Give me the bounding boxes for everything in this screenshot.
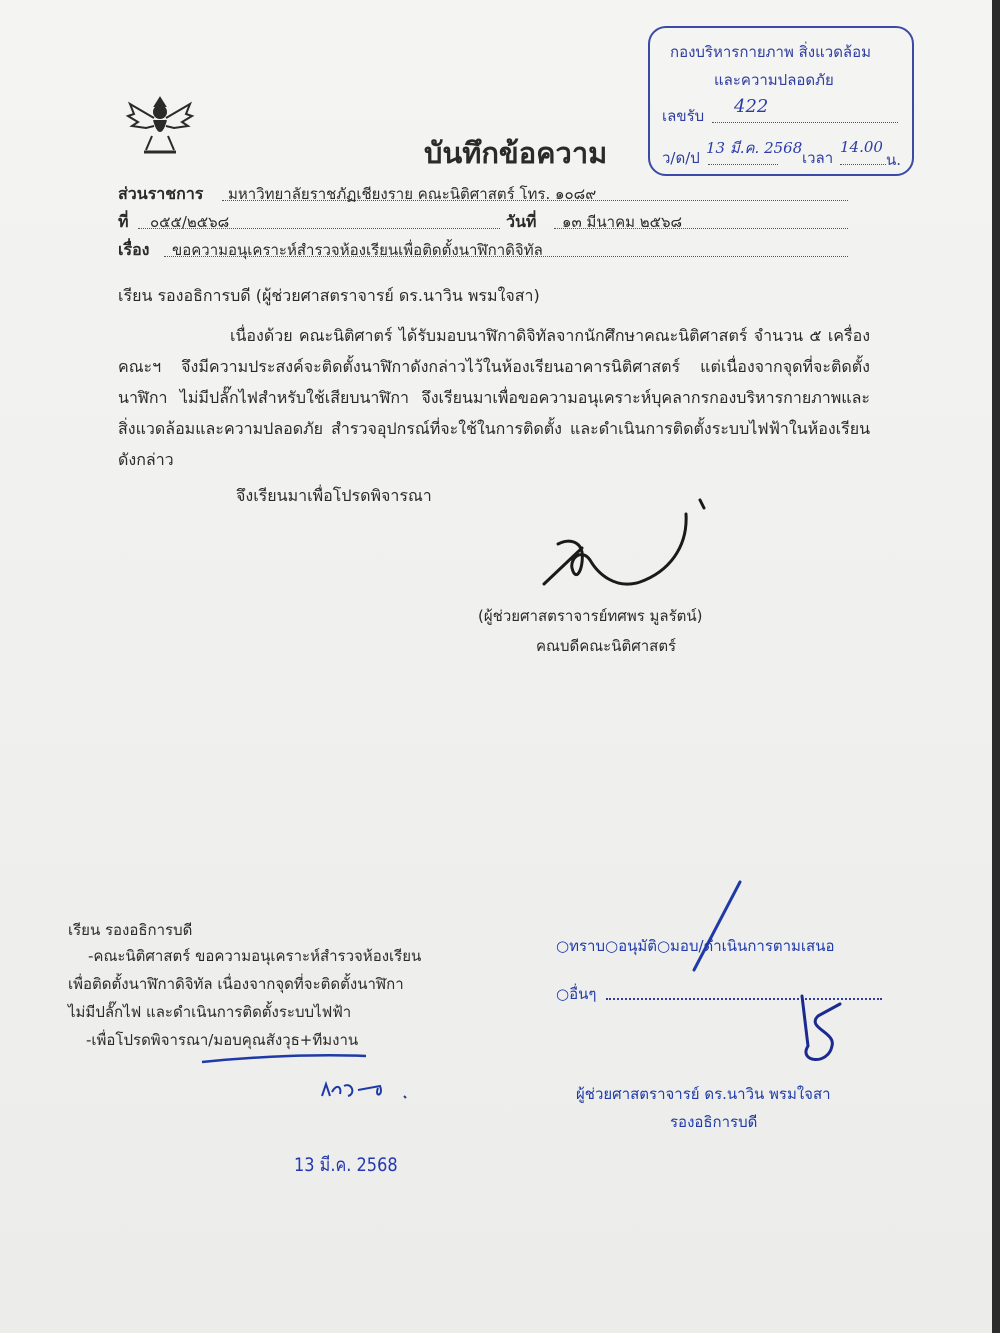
signer-position: คณบดีคณะนิติศาสตร์ (536, 637, 677, 655)
receipt-number: 422 (734, 96, 769, 117)
body-paragraph-text: เนื่องด้วย คณะนิติศาตร์ ได้รับมอบนาฬิกาดิจิทัลจากนักศึกษาคณะนิติศาสตร์ จำนวน ๕ เครื่อง คณะฯ จึงมีความประสงค์จะติดตั้งนาฬิกาดังกล่าวไว้ในห้องเรียนอาคารนิติศาสตร์ แต่เนื่องจากจุดที่จะติดตั้งนาฬิกา ไม่มีปลั๊กไฟสำหรับใช้เสียบนาฬิกา จึงเรียนมาเพื่อขอความอนุเคราะห์บุคลากรกองบริหารกายภาพและสิ่งแวดล้อมและความปลอดภัย สำรวจอุปกรณ์ที่จะใช้ในการติดตั้ง และดำเนินการติดตั้งระบบไฟฟ้าในห้องเรียนดังกล่าว (118, 326, 870, 469)
stamp-line-2: และความปลอดภัย (714, 71, 834, 89)
memo-title: บันทึกข้อความ (424, 136, 608, 170)
dean-signature (536, 498, 720, 592)
note-left-line-1: เรียน รองอธิการบดี (68, 921, 193, 939)
note-left-line-2: -คณะนิติศาสตร์ ขอความอนุเคราะห์สำรวจห้องเรียน (88, 947, 422, 965)
approver-name: ผู้ช่วยศาสตราจารย์ ดร.นาวิน พรมใจสา (576, 1085, 831, 1103)
dept-value: มหาวิทยาลัยราชภัฏเชียงราย คณะนิติศาสตร์ โทร. ๑๐๘๙ (228, 185, 597, 203)
receipt-stamp (648, 26, 914, 176)
approver-signature (672, 876, 852, 1074)
other-option-label: ○อื่นๆ (556, 985, 597, 1003)
initials-signature (318, 1074, 410, 1104)
dept-label: ส่วนราชการ (118, 184, 204, 203)
no-value: ๐๕๕/๒๕๖๘ (150, 213, 230, 231)
approver-position: รองอธิการบดี (670, 1113, 758, 1131)
note-left-line-4: ไม่มีปลั๊กไฟ และดำเนินการติดตั้งระบบไฟฟ้า (68, 1003, 352, 1021)
receipt-label: เลขรับ (662, 107, 705, 125)
stamp-time-value: 14.00 (840, 138, 883, 156)
closing: จึงเรียนมาเพื่อโปรดพิจารณา (236, 486, 432, 505)
decision-options: ○ทราบ○อนุมัติ○มอบ/ดำเนินการตามเสนอ (556, 937, 835, 955)
garuda-emblem-icon (124, 92, 196, 162)
body-paragraph (118, 320, 870, 475)
subject-label: เรื่อง (118, 240, 150, 259)
no-label: ที่ (118, 212, 129, 231)
signer-name: (ผู้ช่วยศาสตราจารย์ทศพร มูลรัตน์) (478, 607, 703, 625)
stamp-time-label: เวลา (802, 149, 834, 167)
stamp-time-suffix: น. (886, 151, 902, 169)
note-left-line-3: เพื่อติดตั้งนาฬิกาดิจิทัล เนื่องจากจุดที่จะติดตั้งนาฬิกา (68, 975, 404, 993)
salutation: เรียน รองอธิการบดี (ผู้ช่วยศาสตราจารย์ ดร.นาวิน พรมใจสา) (118, 286, 540, 305)
stamp-line-1: กองบริหารกายภาพ สิ่งแวดล้อม (670, 43, 872, 61)
subject-value: ขอความอนุเคราะห์สำรวจห้องเรียนเพื่อติดตั้งนาฬิกาดิจิทัล (172, 241, 543, 259)
stamp-date-value: 13 มี.ค. 2568 (706, 139, 803, 157)
stamp-date-label: ว/ด/ป (662, 149, 700, 167)
date-value: ๑๓ มีนาคม ๒๕๖๘ (562, 213, 683, 231)
note-date-stamp: 13 มี.ค. 2568 (294, 1154, 398, 1176)
date-label: วันที่ (506, 212, 537, 231)
underline-stroke (200, 1052, 370, 1066)
note-left-line-5: -เพื่อโปรดพิจารณา/มอบคุณสังวุธ+ทีมงาน (86, 1031, 359, 1049)
